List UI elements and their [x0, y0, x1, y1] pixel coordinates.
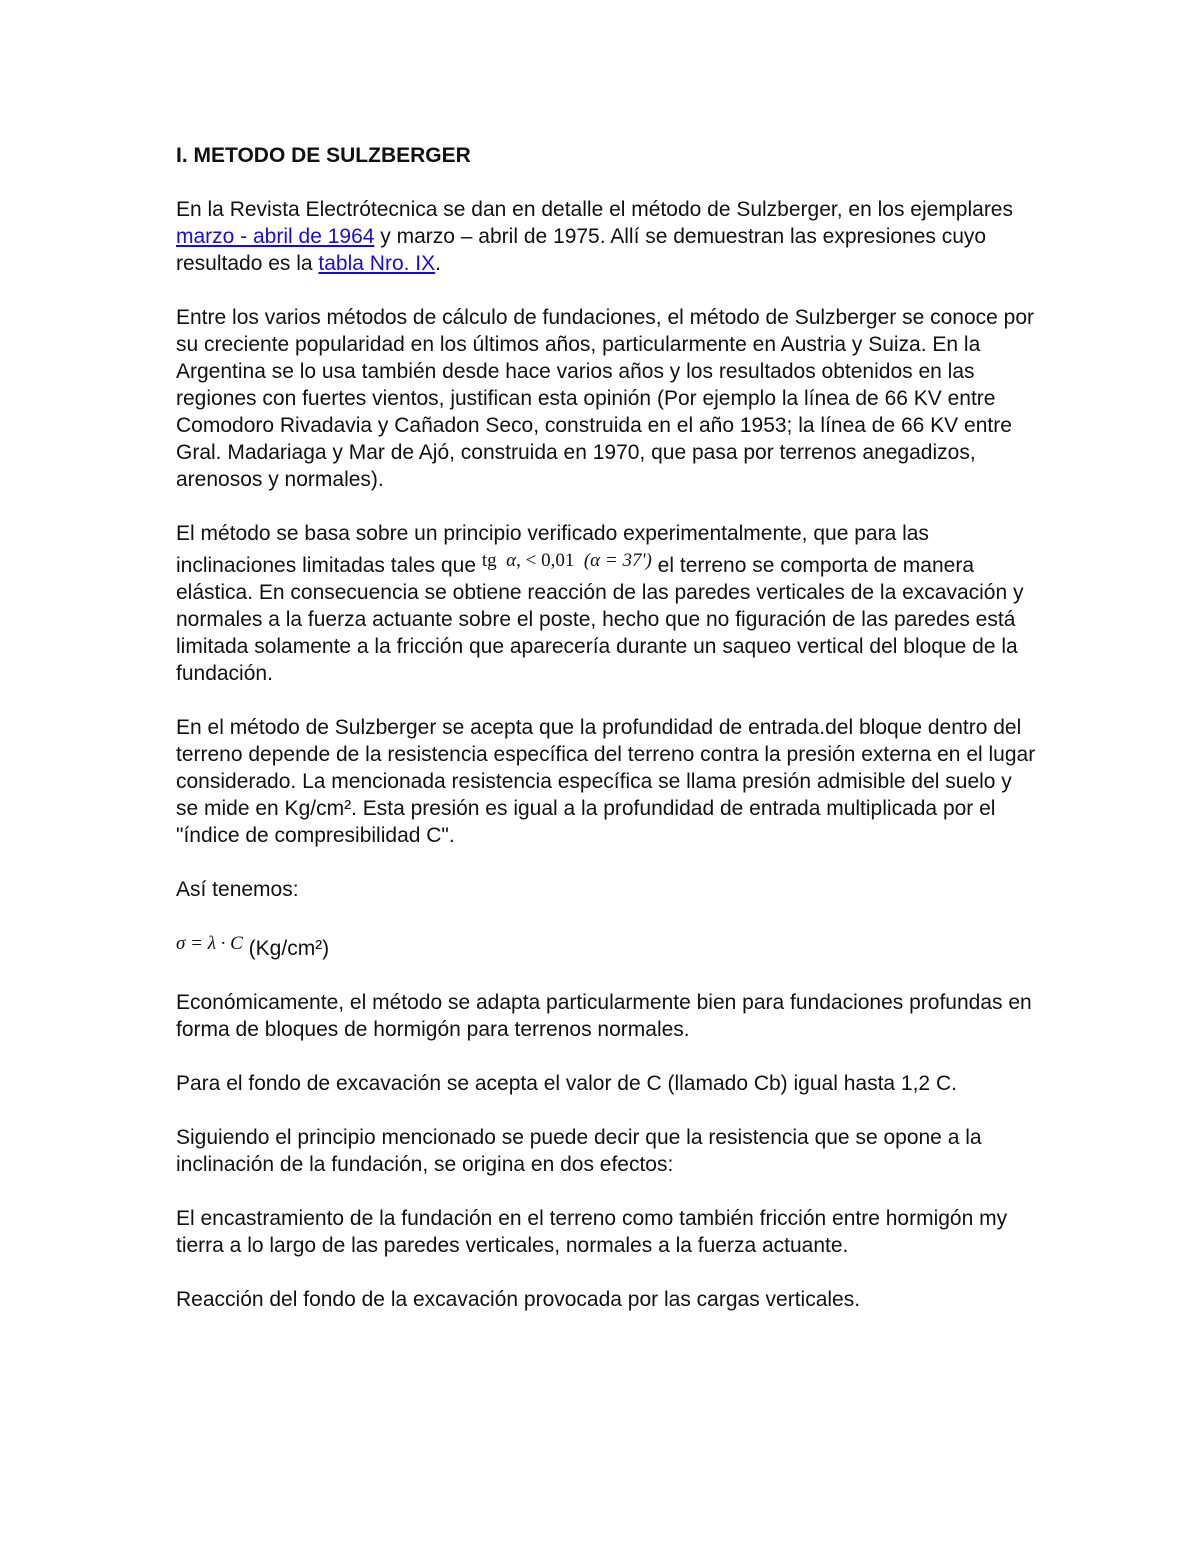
document-page — [176, 142, 1036, 1340]
formula-unit: (Kg/cm²) — [242, 937, 330, 960]
paragraph-intro-text-b: y marzo – abril de 1975. Allí se demuestran las expresiones cuyo resultado es la — [176, 225, 987, 275]
math-rest: , < 0,01 — [516, 550, 584, 571]
link-marzo-abril-1964[interactable]: marzo - abril de 1964 — [176, 225, 375, 248]
paragraph-encastramiento: El encastramiento de la fundación en el terreno como también fricción entre hormigón my tierra a lo largo de las paredes verticales, normales a la fuerza actuante. — [176, 1207, 1008, 1257]
paragraph-asi-tenemos: Así tenemos: — [176, 878, 299, 901]
paragraph-fondo: Para el fondo de excavación se acepta el valor de C (llamado Cb) igual hasta 1,2 C. — [176, 1072, 957, 1095]
paragraph-principle-text-b: el terreno se comporta de manera elástica. En consecuencia se obtiene reacción de las paredes verticales de la excavación y normales a la fuerza actuante sobre el poste, hecho que no figuración de las paredes está limitada solamente a la fricción que aparecería durante un saqueo vertical del bloque de la fundación. — [176, 554, 1024, 685]
paragraph-reaccion: Reacción del fondo de la excavación provocada por las cargas verticales. — [176, 1288, 861, 1311]
paragraph-intro-text-c: . — [435, 252, 441, 275]
paragraph-siguiendo: Siguiendo el principio mencionado se puede decir que la resistencia que se opone a la inclinación de la fundación, se origina en dos efectos: — [176, 1126, 982, 1176]
paragraph-principle — [176, 520, 1036, 687]
formula-line — [176, 930, 1036, 962]
paragraph-principle-text-a: El método se basa sobre un principio verificado experimentalmente, que para las inclinaciones limitadas tales que — [176, 522, 929, 577]
math-alpha: α — [506, 550, 517, 571]
formula-sigma: σ = λ · C — [176, 933, 243, 954]
math-paren: (α = 37') — [583, 550, 652, 571]
paragraph-intro-text-a: En la Revista Electrótecnica se dan en detalle el método de Sulzberger, en los ejemplares — [176, 198, 1013, 221]
paragraph-economic: Económicamente, el método se adapta particularmente bien para fundaciones profundas en forma de bloques de hormigón para terrenos normales. — [176, 991, 1032, 1041]
inline-math-condition — [482, 547, 652, 574]
paragraph-popularity: Entre los varios métodos de cálculo de fundaciones, el método de Sulzberger se conoce por su creciente popularidad en los últimos años, particularmente en Austria y Suiza. En la Argentina se lo usa también desde hace varios años y los resultados obtenidos en las regiones con fuertes vientos, justifican esta opinión (Por ejemplo la línea de 66 KV entre Comodoro Rivadavia y Cañadon Seco, construida en el año 1953; la línea de 66 KV entre Gral. Madariaga y Mar de Ajó, construida en 1970, que pasa por terrenos anegadizos, arenosos y normales). — [176, 306, 1035, 491]
link-tabla-nro-ix[interactable]: tabla Nro. IX — [318, 252, 436, 275]
paragraph-intro — [176, 196, 1036, 277]
section-heading: I. METODO DE SULZBERGER — [176, 144, 471, 167]
paragraph-compressibility: En el método de Sulzberger se acepta que la profundidad de entrada.del bloque dentro del terreno depende de la resistencia específica del terreno contra la presión externa en el lugar considerado. La mencionada resistencia específica se llama presión admisible del suelo y se mide en Kg/cm². Esta presión es igual a la profundidad de entrada multiplicada por el "índice de compresibilidad C". — [176, 716, 1036, 847]
math-tg: tg — [481, 550, 497, 571]
